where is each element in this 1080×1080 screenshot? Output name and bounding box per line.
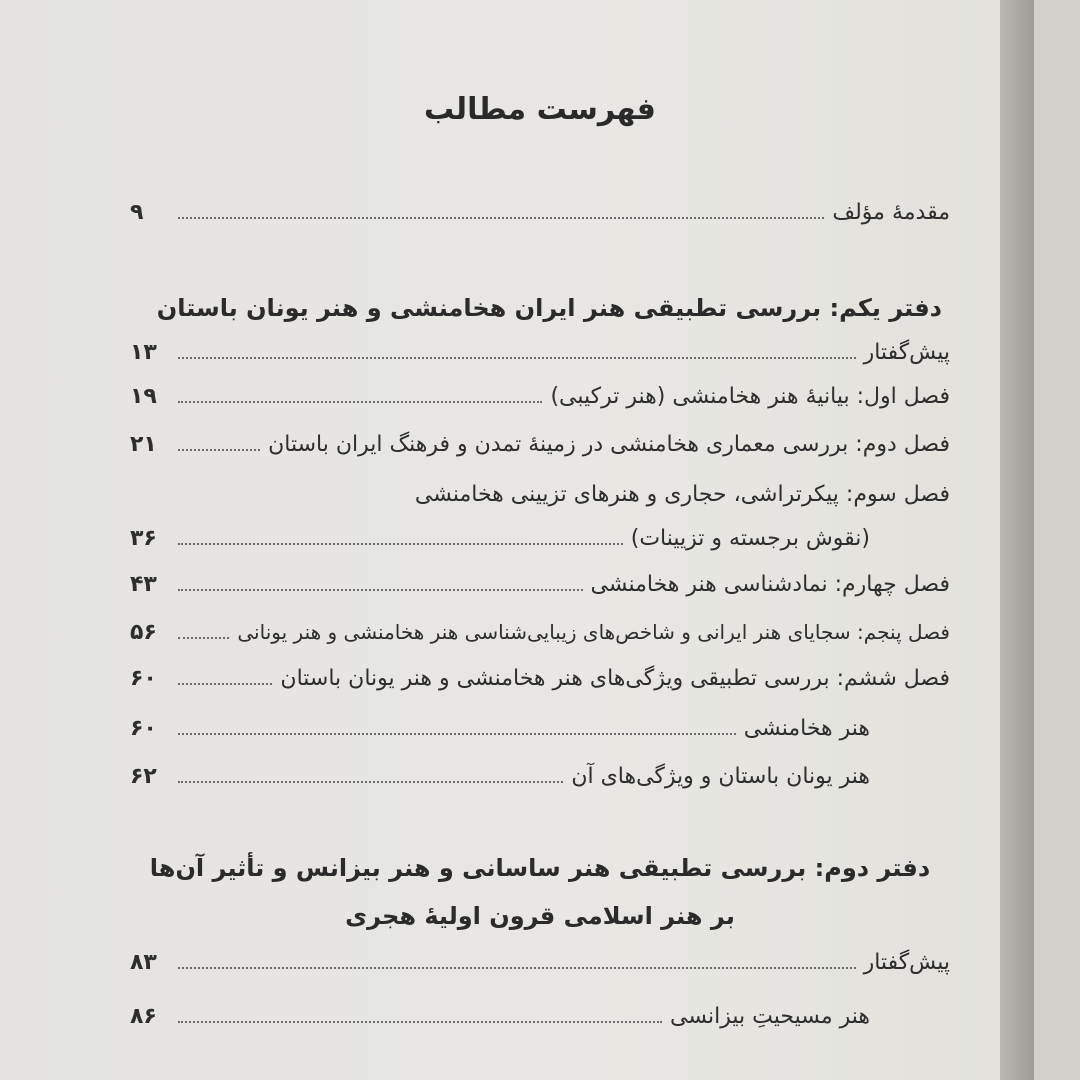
toc-entry[interactable] (130, 432, 950, 466)
book1-heading: دفتر یکم: بررسی تطبیقی هنر ایران هخامنشی و هنر یونان باستان (156, 294, 942, 322)
leader-dots (178, 966, 856, 969)
toc-entry-label: پیش‌گفتار (863, 950, 950, 975)
toc-page-number: ۴۳ (130, 572, 157, 597)
toc-entry[interactable] (130, 1004, 870, 1038)
toc-entry[interactable] (130, 384, 950, 418)
toc-entry-label: فصل دوم: بررسی معماری هخامنشی در زمینهٔ تمدن و فرهنگ ایران باستان (268, 432, 950, 457)
toc-entry[interactable] (130, 620, 950, 654)
leader-dots (178, 216, 824, 219)
toc-page-number: ۸۶ (130, 1004, 157, 1029)
book2-heading-line1: دفتر دوم: بررسی تطبیقی هنر ساسانی و هنر بیزانس و تأثیر آن‌ها (149, 854, 931, 882)
toc-entry-label: مقدمهٔ مؤلف (832, 200, 950, 225)
toc-entry-label: هنر یونان باستان و ویژگی‌های آن (571, 764, 870, 789)
leader-dots (178, 356, 856, 359)
leader-dots (178, 400, 542, 403)
toc-entry-label: پیش‌گفتار (863, 340, 950, 365)
toc-entry-label: فصل چهارم: نمادشناسی هنر هخامنشی (590, 572, 950, 597)
toc-page-number: ۲۱ (130, 432, 157, 457)
toc-entry-label: فصل اول: بیانیهٔ هنر هخامنشی (هنر ترکیبی) (550, 384, 950, 409)
toc-entry[interactable] (130, 340, 950, 374)
toc-entry-label: (نقوش برجسته و تزیینات) (630, 526, 870, 551)
toc-entry[interactable] (130, 716, 870, 750)
toc-entry[interactable] (130, 526, 870, 560)
toc-entry-intro[interactable] (130, 200, 950, 234)
leader-dots (178, 636, 229, 639)
toc-page-number: ۹ (130, 200, 144, 225)
page-title: فهرست مطالب (424, 92, 656, 127)
toc-page-number: ۱۳ (130, 340, 157, 365)
leader-dots (178, 682, 272, 685)
toc-entry-label: فصل پنجم: سجایای هنر ایرانی و شاخص‌های زیبایی‌شناسی هنر هخامنشی و هنر یونانی (237, 620, 950, 644)
toc-page-number: ۶۲ (130, 764, 157, 789)
leader-dots (178, 1020, 662, 1023)
toc-page-number: ۳۶ (130, 526, 157, 551)
toc-entry-label: فصل سوم: پیکرتراشی، حجاری و هنرهای تزیینی هخامنشی (414, 482, 950, 507)
leader-dots (178, 732, 736, 735)
leader-dots (178, 542, 623, 545)
toc-page-number: ۵۶ (130, 620, 157, 645)
toc-page-number: ۶۰ (130, 666, 157, 691)
toc-page-number: ۱۹ (130, 384, 157, 409)
toc-entry[interactable] (130, 572, 950, 606)
leader-dots (178, 448, 260, 451)
toc-entry-label: هنر مسیحیتِ بیزانسی (670, 1004, 870, 1029)
toc-page-number: ۶۰ (130, 716, 157, 741)
toc-page-number: ۸۳ (130, 950, 157, 975)
leader-dots (178, 780, 563, 783)
toc-entry[interactable] (130, 950, 950, 984)
book2-heading-line2: بر هنر اسلامی قرون اولیهٔ هجری (345, 902, 735, 930)
toc-entry-label: هنر هخامنشی (743, 716, 870, 741)
toc-entry-label: فصل ششم: بررسی تطبیقی ویژگی‌های هنر هخامنشی و هنر یونان باستان (280, 666, 950, 691)
toc-entry[interactable] (130, 764, 870, 798)
leader-dots (178, 588, 583, 591)
toc-entry[interactable] (130, 482, 950, 516)
toc-entry[interactable] (130, 666, 950, 700)
